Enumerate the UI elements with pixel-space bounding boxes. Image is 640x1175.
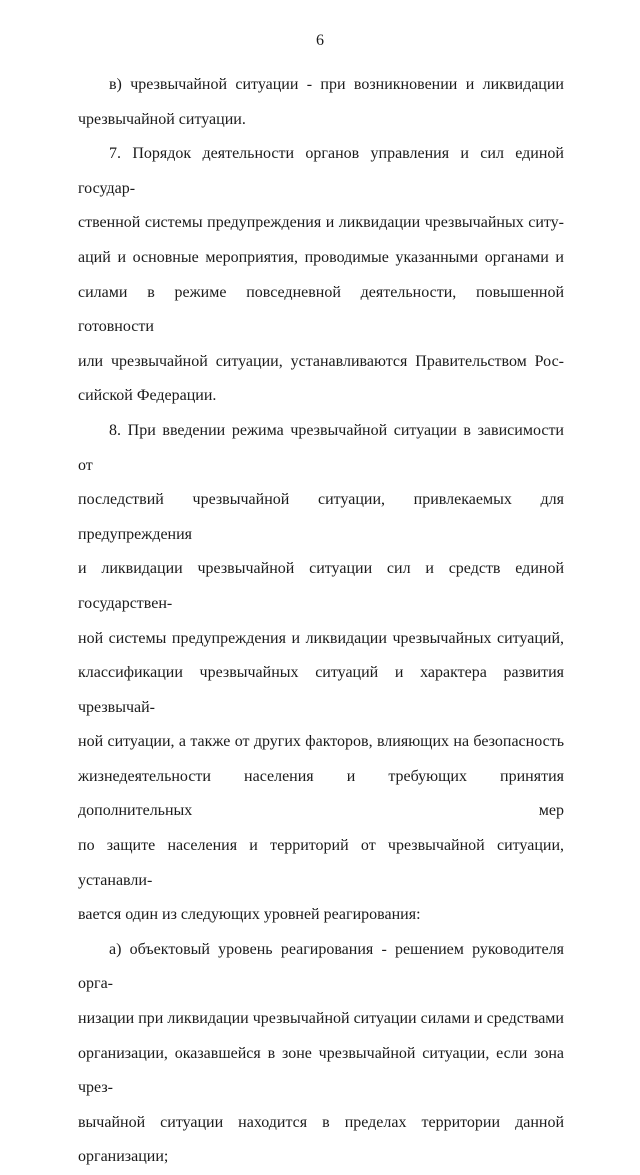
text-line: вается один из следующих уровней реагирования: (78, 906, 421, 924)
text-line: ственной системы предупреждения и ликвидации чрезвычайных ситу- (78, 214, 564, 232)
text-line: 8. При введении режима чрезвычайной ситуации в зависимости от (78, 421, 564, 474)
text-line: аций и основные мероприятия, проводимые указанными органами и (78, 248, 564, 266)
paragraph-a (78, 933, 564, 1175)
text-line: а) объектовый уровень реагирования - решением руководителя орга- (78, 940, 564, 993)
text-line: последствий чрезвычайной ситуации, привлекаемых для предупреждения (78, 491, 564, 543)
text-line: ной системы предупреждения и ликвидации чрезвычайных ситуаций, (78, 629, 564, 647)
text-line: и ликвидации чрезвычайной ситуации сил и средств единой государствен- (78, 560, 564, 612)
text-line: в) чрезвычайной ситуации - при возникновении и ликвидации (109, 76, 564, 93)
paragraph-7 (78, 137, 564, 414)
text-line: жизнедеятельности населения и требующих принятия дополнительных мер (78, 767, 564, 820)
text-line: 7. Порядок деятельности органов управления и сил единой государ- (78, 145, 564, 197)
text-line: классификации чрезвычайных ситуаций и характера развития чрезвычай- (78, 664, 564, 716)
text-line: низации при ликвидации чрезвычайной ситуации силами и средствами (78, 1010, 564, 1028)
text-line: сийской Федерации. (78, 387, 217, 405)
paragraph-8 (78, 414, 564, 933)
text-line: чрезвычайной ситуации. (78, 110, 246, 128)
paragraph-v (78, 68, 564, 137)
text-line: или чрезвычайной ситуации, устанавливаются Правительством Рос- (78, 352, 564, 370)
text-line: вычайной ситуации находится в пределах территории данной организации; (78, 1113, 564, 1166)
document-body (78, 68, 564, 1175)
text-line: по защите населения и территорий от чрезвычайной ситуации, устанавли- (78, 837, 564, 889)
text-line: организации, оказавшейся в зоне чрезвычайной ситуации, если зона чрез- (78, 1044, 564, 1097)
page-number: 6 (316, 32, 324, 49)
text-line: силами в режиме повседневной деятельности, повышенной готовности (78, 283, 564, 336)
text-line: ной ситуации, а также от других факторов, влияющих на безопасность (78, 733, 564, 751)
